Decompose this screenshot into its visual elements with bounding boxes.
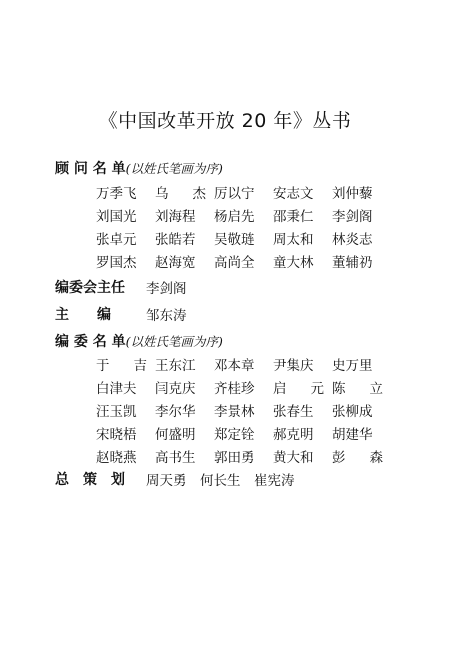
advisor-name: 罗国杰 xyxy=(96,254,137,271)
advisor-name: 乌 杰 xyxy=(155,185,206,202)
editor-name: 白津夫 xyxy=(96,380,137,397)
advisor-name: 李剑阁 xyxy=(332,208,373,225)
editor-name: 张春生 xyxy=(273,403,314,420)
advisors-heading xyxy=(55,158,223,178)
chief-editor-name: 邹东涛 xyxy=(146,308,187,324)
advisor-name: 张皓若 xyxy=(155,231,196,248)
advisor-name: 邵秉仁 xyxy=(273,208,314,225)
editors-heading xyxy=(55,331,223,351)
editor-name: 郝克明 xyxy=(273,426,314,443)
editor-name: 李尔华 xyxy=(155,403,196,420)
editor-name: 汪玉凯 xyxy=(96,403,137,420)
advisor-name: 刘仲藜 xyxy=(332,185,373,202)
advisors-note: (以姓氏笔画为序) xyxy=(125,161,223,176)
advisor-name: 童大林 xyxy=(273,254,314,271)
planners-label: 总 策 划 xyxy=(55,472,125,488)
advisor-name: 赵海宽 xyxy=(155,254,196,271)
editors-label: 编 委 名 单 xyxy=(55,334,126,350)
editor-name: 彭 森 xyxy=(332,449,383,466)
committee-director-name: 李剑阁 xyxy=(146,281,187,297)
advisor-name: 刘海程 xyxy=(155,208,196,225)
advisor-name: 刘国光 xyxy=(96,208,137,225)
editor-name: 何盛明 xyxy=(155,426,196,443)
chief-editor-label: 主 编 xyxy=(55,307,111,323)
editor-name: 李景林 xyxy=(214,403,255,420)
editor-name: 王东江 xyxy=(155,357,196,374)
editor-name: 胡建华 xyxy=(332,426,373,443)
advisor-name: 万季飞 xyxy=(96,185,137,202)
advisor-name: 安志文 xyxy=(273,185,314,202)
editor-name: 赵晓燕 xyxy=(96,449,137,466)
advisor-name: 董辅礽 xyxy=(332,254,373,271)
editor-name: 高书生 xyxy=(155,449,196,466)
editor-name: 启 元 xyxy=(273,380,324,397)
editor-name: 闫克庆 xyxy=(155,380,196,397)
book-series-title: 《中国改革开放 20 年》丛书 xyxy=(98,110,352,132)
editor-name: 宋晓梧 xyxy=(96,426,137,443)
editor-name: 张柳成 xyxy=(332,403,373,420)
editor-name: 郑定铨 xyxy=(214,426,255,443)
advisor-name: 林炎志 xyxy=(332,231,373,248)
editors-list xyxy=(96,352,396,467)
editor-name: 黄大和 xyxy=(273,449,314,466)
planners-names: 周天勇 何长生 崔宪涛 xyxy=(146,473,295,489)
advisor-name: 吴敬琏 xyxy=(214,231,255,248)
editor-name: 齐桂珍 xyxy=(214,380,255,397)
committee-director-label: 编委会主任 xyxy=(55,280,125,296)
editor-name: 郭田勇 xyxy=(214,449,255,466)
editor-name: 史万里 xyxy=(332,357,373,374)
editor-name: 尹集庆 xyxy=(273,357,314,374)
advisor-name: 张卓元 xyxy=(96,231,137,248)
advisor-name: 杨启先 xyxy=(214,208,255,225)
advisor-name: 周太和 xyxy=(273,231,314,248)
editor-name: 陈 立 xyxy=(332,380,383,397)
editor-name: 邓本章 xyxy=(214,357,255,374)
editors-note: (以姓氏笔画为序) xyxy=(125,334,223,349)
advisor-name: 厉以宁 xyxy=(214,185,255,202)
advisors-list xyxy=(96,180,396,272)
advisors-label: 顾 问 名 单 xyxy=(55,161,126,177)
advisor-name: 高尚全 xyxy=(214,254,255,271)
editor-name: 于 吉 xyxy=(96,357,147,374)
